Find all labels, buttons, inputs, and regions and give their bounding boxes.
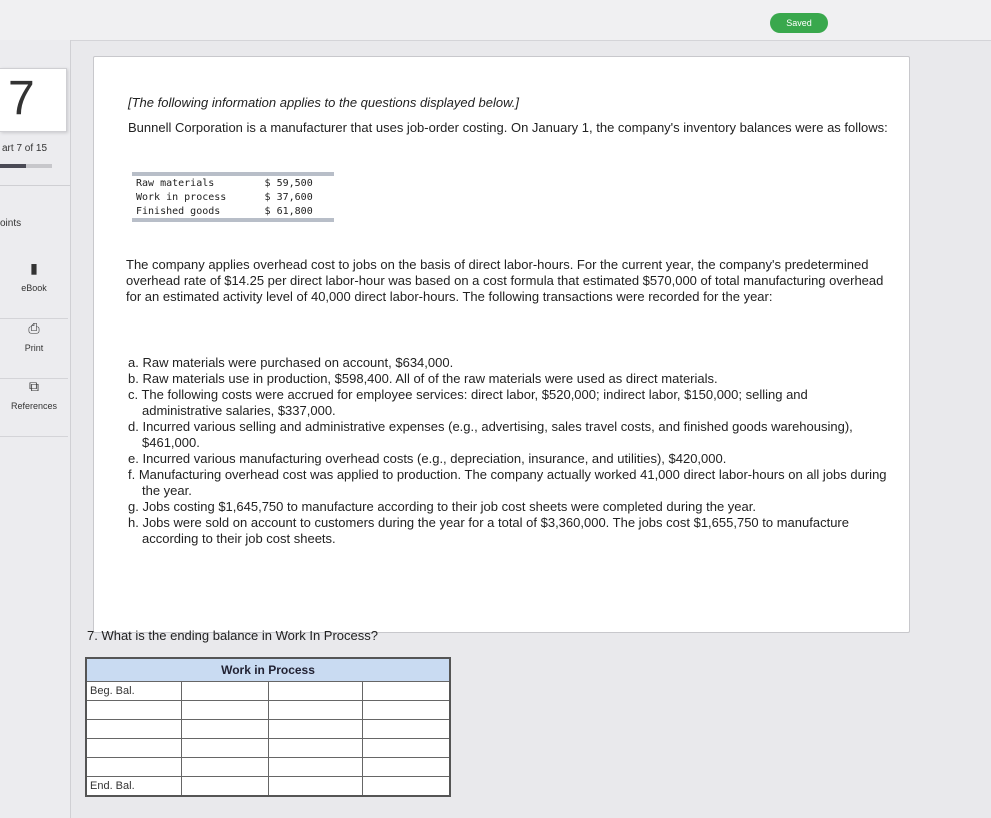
references-label: References	[10, 401, 58, 411]
inventory-value: $ 59,500	[264, 177, 313, 189]
print-label: Print	[24, 343, 44, 353]
credit-input[interactable]	[363, 777, 450, 797]
table-row	[132, 190, 334, 204]
references-button[interactable]	[0, 378, 68, 437]
credit-input[interactable]	[363, 739, 450, 758]
beg-bal-label: Beg. Bal.	[86, 682, 182, 701]
ending-balance-input[interactable]	[182, 777, 269, 797]
question-number-box	[0, 68, 67, 132]
debit-label-input[interactable]	[86, 701, 182, 720]
list-item: a. Raw materials were purchased on account, $634,000.	[128, 355, 454, 370]
table-row	[86, 701, 450, 720]
inventory-label: Finished goods	[136, 205, 221, 217]
table-row	[86, 777, 450, 797]
work-in-process-t-account	[85, 657, 451, 797]
table-row	[132, 204, 334, 220]
t-account-title: Work in Process	[86, 658, 450, 682]
problem-card	[93, 56, 910, 633]
credit-label-input[interactable]	[268, 777, 362, 797]
inventory-value: $ 61,800	[264, 205, 313, 217]
end-bal-label: End. Bal.	[86, 777, 182, 797]
credit-label-input[interactable]	[268, 701, 362, 720]
list-item: g. Jobs costing $1,645,750 to manufacture according to their job cost sheets were completed during the year.	[128, 499, 756, 514]
debit-input[interactable]	[182, 720, 269, 739]
inventory-balances-table	[132, 172, 334, 222]
references-icon: ⧉	[29, 378, 39, 394]
points-label: oints	[0, 218, 22, 229]
list-item: h. Jobs were sold on account to customers during the year for a total of $3,360,000. The jobs cost $1,655,750 to manufacture according to their job cost sheets.	[128, 515, 849, 546]
part-label: art 7 of 15	[2, 143, 48, 154]
list-item: d. Incurred various selling and administrative expenses (e.g., advertising, sales travel costs, and finished goods warehousing), $461,000.	[128, 419, 853, 450]
debit-input[interactable]	[182, 739, 269, 758]
table-row	[86, 682, 450, 701]
credit-label-input[interactable]	[268, 720, 362, 739]
inventory-label: Raw materials	[136, 177, 215, 189]
credit-label-input[interactable]	[268, 758, 362, 777]
credit-input[interactable]	[363, 720, 450, 739]
printer-icon: ⎙	[28, 320, 40, 336]
list-item: b. Raw materials use in production, $598,400. All of of the raw materials were used as direct materials.	[128, 371, 718, 386]
ebook-button[interactable]	[0, 260, 68, 319]
problem-paragraph-1: Bunnell Corporation is a manufacturer that uses job-order costing. On January 1, the company's inventory balances were as follows:	[128, 120, 888, 135]
inventory-value: $ 37,600	[264, 191, 313, 203]
table-row	[86, 758, 450, 777]
debit-label-input[interactable]	[86, 758, 182, 777]
debit-input[interactable]	[182, 682, 269, 701]
list-item: e. Incurred various manufacturing overhead costs (e.g., depreciation, insurance, and utilities), $420,000.	[128, 451, 727, 466]
question-text: 7. What is the ending balance in Work In Process?	[87, 628, 378, 643]
debit-input[interactable]	[182, 701, 269, 720]
book-icon: ▮	[30, 260, 38, 276]
print-button[interactable]	[0, 320, 68, 379]
credit-label-input[interactable]	[268, 682, 362, 701]
top-bar	[0, 0, 991, 41]
table-row	[86, 720, 450, 739]
list-item: f. Manufacturing overhead cost was applied to production. The company actually worked 41,000 direct labor-hours on all jobs during the year.	[128, 467, 887, 498]
sidebar-divider	[0, 185, 70, 186]
debit-input[interactable]	[182, 758, 269, 777]
transactions-list	[128, 355, 888, 547]
ebook-label: eBook	[21, 283, 47, 293]
debit-label-input[interactable]	[86, 739, 182, 758]
problem-intro: [The following information applies to the questions displayed below.]	[128, 95, 519, 110]
list-item: c. The following costs were accrued for employee services: direct labor, $520,000; indirect labor, $150,000; selling and administrative salaries, $337,000.	[128, 387, 808, 418]
debit-label-input[interactable]	[86, 720, 182, 739]
table-row	[86, 658, 450, 682]
credit-input[interactable]	[363, 701, 450, 720]
credit-input[interactable]	[363, 758, 450, 777]
table-row	[132, 174, 334, 190]
part-progress-bar	[0, 164, 52, 168]
saved-status-badge: Saved	[770, 13, 828, 33]
inventory-label: Work in process	[136, 191, 227, 203]
left-sidebar	[0, 40, 71, 818]
table-row	[86, 739, 450, 758]
credit-input[interactable]	[363, 682, 450, 701]
problem-paragraph-2: The company applies overhead cost to jobs on the basis of direct labor-hours. For the current year, the company's predetermined overhead rate of $14.25 per direct labor-hour was based on a cost formula that estimated $570,000 of total manufacturing overhead for an estimated activity level of 40,000 direct labor-hours. The following transactions were recorded for the year:	[126, 257, 884, 304]
credit-label-input[interactable]	[268, 739, 362, 758]
question-number: 7	[8, 72, 35, 125]
